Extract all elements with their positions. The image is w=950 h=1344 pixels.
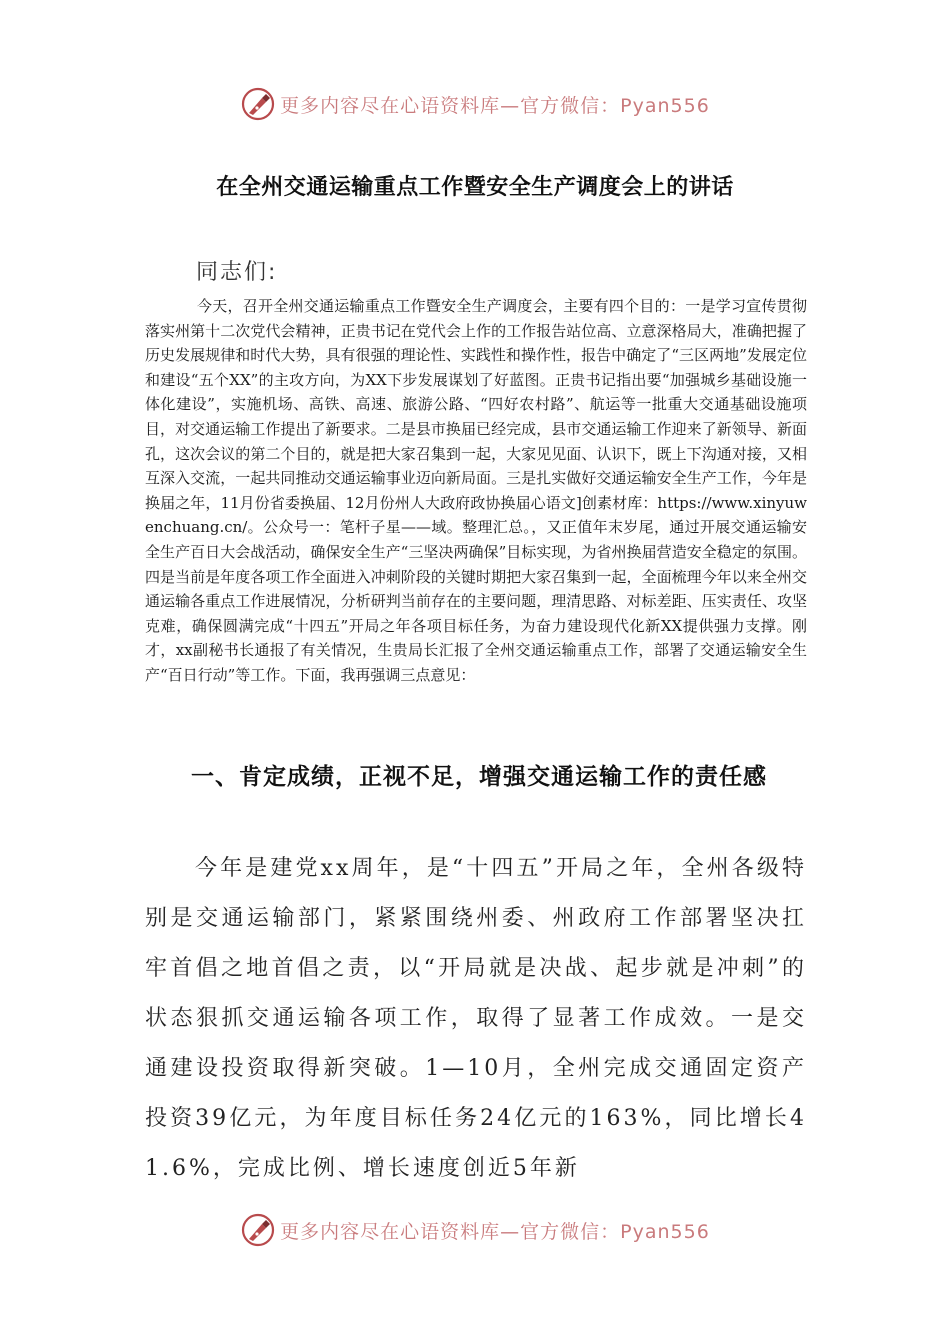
intro-paragraph: 今天，召开全州交通运输重点工作暨安全生产调度会，主要有四个目的：一是学习宣传贯彻落实州第十二次党代会精神，正贵书记在党代会上作的工作报告站位高、立意深格局大，准确把握了历史发展规律和时代大势，具有很强的理论性、实践性和操作性，报告中确定了“三区两地”发展定位和建设“五个XX”的主攻方向，为XX下步发展谋划了好蓝图。正贵书记指出要“加强城乡基础设施一体化建设”，实施机场、高铁、高速、旅游公路、“四好农村路”、航运等一批重大交通基础设施项目，对交通运输工作提出了新要求。二是县市换届已经完成，县市交通运输工作迎来了新领导、新面孔，这次会议的第二个目的，就是把大家召集到一起，大家见见面、认识下，既上下沟通对接，又相互深入交流，一起共同推动交通运输事业迈向新局面。三是扎实做好交通运输安全生产工作，今年是换届之年，11月份省委换届、12月份州人大政府政协换届心语文]创素材库：https://www.xinyuwenchuang.cn/。公众号一：笔杆子星——域。整理汇总。，又正值年末岁尾，通过开展交通运输安全生产百日大会战活动，确保安全生产“三坚决两确保”目标实现，为省州换届营造安全稳定的氛围。四是当前是年度各项工作全面进入冲刺阶段的关键时期把大家召集到一起，全面梳理今年以来全州交通运输各重点工作进展情况，分析研判当前存在的主要问题，理清思路、对标差距、压实责任、攻坚克难，确保圆满完成“十四五”开局之年各项目标任务，为奋力建设现代化新XX提供强力支撑。刚才，xx副秘书长通报了有关情况，生贵局长汇报了全州交通运输重点工作，部署了交通运输安全生产“百日行动”等工作。下面，我再强调三点意见： bbox=[145, 297, 807, 684]
header-watermark-banner bbox=[0, 84, 950, 124]
watermark-text: 更多内容尽在心语资料库—官方微信：Pyan556 bbox=[280, 94, 710, 117]
pen-nib-logo-icon bbox=[240, 1212, 276, 1248]
watermark-text: 更多内容尽在心语资料库—官方微信：Pyan556 bbox=[280, 1220, 710, 1243]
page-title: 在全州交通运输重点工作暨安全生产调度会上的讲话 bbox=[216, 174, 734, 200]
section-heading: 一、肯定成绩，正视不足，增强交通运输工作的责任感 bbox=[191, 764, 767, 790]
salutation: 同志们: bbox=[196, 260, 278, 285]
body-paragraph: 今年是建党xx周年，是“十四五”开局之年，全州各级特别是交通运输部门，紧紧围绕州委、州政府工作部署坚决扛牢首倡之地首倡之责，以“开局就是决战、起步就是冲刺”的状态狠抓交通运输各项工作，取得了显著工作成效。一是交通建设投资取得新突破。1—10月，全州完成交通固定资产投资39亿元，为年度目标任务24亿元的163%，同比增长41.6%，完成比例、增长速度创近5年新 bbox=[145, 856, 807, 1181]
footer-watermark-banner bbox=[0, 1210, 950, 1250]
pen-nib-logo-icon bbox=[240, 86, 276, 122]
